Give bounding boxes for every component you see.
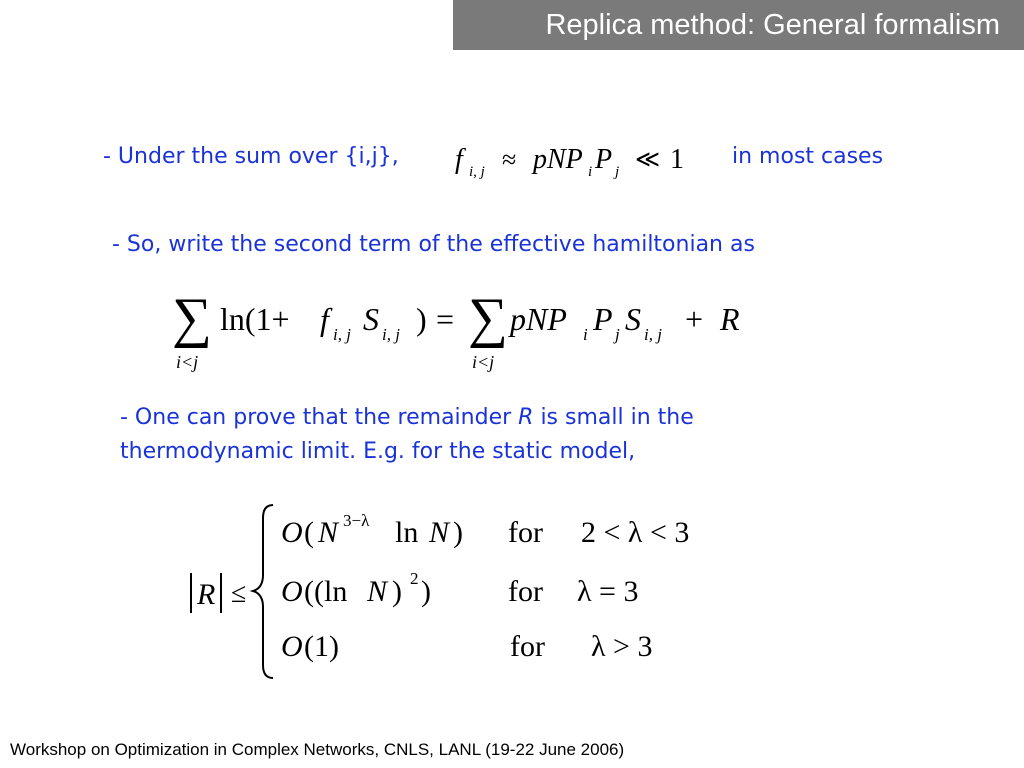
b3-text-1: - One can prove that the remainder — [120, 405, 512, 430]
eq2-S-sub: i, j — [382, 325, 400, 344]
eq2-ln: ln(1+ — [220, 301, 290, 337]
eq1-P: P — [595, 144, 613, 175]
case2-N: N — [367, 575, 388, 608]
eq2-plus: + — [685, 301, 704, 337]
b3-var-R: R — [518, 405, 534, 430]
eq3-le: ≤ — [231, 578, 247, 609]
eq1-pNP: pNP — [533, 144, 583, 175]
eq2-close-paren: ) — [416, 301, 427, 337]
case3-condition: λ > 3 — [591, 630, 653, 663]
case3-for: for — [510, 630, 545, 663]
eq1-sub-i: i — [588, 164, 593, 180]
eq3-R: R — [197, 578, 216, 611]
case1-open: ( — [304, 516, 314, 549]
case1-close: ) — [453, 516, 463, 549]
eq2-sub-j: j — [615, 325, 620, 344]
cases-brace — [253, 505, 273, 678]
equation-remainder-bound — [185, 500, 745, 685]
case1-exponent: 3−λ — [343, 511, 370, 530]
eq1-approx: ≈ — [502, 145, 517, 174]
eq2-S-right: S — [625, 301, 641, 337]
eq2-f-sub: i, j — [333, 325, 351, 344]
equation-fij-approx — [455, 138, 695, 183]
bullet-second-term: - So, write the second term of the effective hamiltonian as — [112, 232, 755, 257]
sum-index-right: i<j — [472, 352, 495, 372]
eq2-S-right-sub: i, j — [644, 325, 662, 344]
b3-text-3: thermodynamic limit. E.g. for the static model, — [120, 439, 636, 464]
case-row-3 — [281, 630, 652, 663]
case2-O: O — [281, 575, 303, 608]
eq2-equals: = — [436, 301, 455, 337]
eq2-sub-i: i — [583, 325, 588, 344]
case2-for: for — [508, 575, 543, 608]
sum-symbol-right: ∑ — [468, 287, 508, 349]
equation-sum-expansion — [170, 288, 770, 378]
case2-exponent: 2 — [410, 569, 419, 588]
slide-title — [453, 0, 1024, 50]
case1-N: N — [318, 516, 339, 549]
slide-title-text: Replica method: General formalism — [545, 8, 1000, 41]
eq1-one: 1 — [670, 144, 684, 175]
case2-open: ((ln — [304, 575, 348, 608]
bullet-remainder-small — [120, 401, 820, 469]
case1-O: O — [281, 516, 303, 549]
eq1-f-sub: i, j — [469, 164, 485, 180]
eq2-R: R — [720, 301, 740, 337]
footer-workshop: Workshop on Optimization in Complex Networks, CNLS, LANL (19-22 June 2006) — [10, 740, 625, 759]
case1-for: for — [508, 516, 543, 549]
eq2-P: P — [593, 301, 613, 337]
bullet-most-cases: in most cases — [732, 144, 884, 169]
eq2-pNP: pNP — [510, 301, 567, 337]
eq1-much-less: ≪ — [635, 147, 661, 173]
eq1-f: f — [455, 144, 463, 175]
case2-condition: λ = 3 — [577, 575, 639, 608]
bullet-sum-condition: - Under the sum over {i,j}, — [103, 144, 399, 169]
case2-close2: ) — [421, 575, 431, 608]
b3-text-2: is small in the — [533, 405, 694, 430]
case-row-1 — [281, 511, 689, 549]
eq2-f: f — [320, 301, 329, 337]
case3-rest: (1) — [304, 630, 339, 663]
case1-N2: N — [429, 516, 450, 549]
eq1-sub-j: j — [615, 164, 620, 180]
case1-ln: ln — [395, 516, 419, 549]
case1-condition: 2 < λ < 3 — [581, 516, 690, 549]
case3-O: O — [281, 630, 303, 663]
sum-symbol-left: ∑ — [172, 287, 212, 349]
case2-close1: ) — [392, 575, 402, 608]
case-row-2 — [281, 569, 638, 608]
eq2-S: S — [363, 301, 379, 337]
sum-index-left: i<j — [176, 352, 199, 372]
